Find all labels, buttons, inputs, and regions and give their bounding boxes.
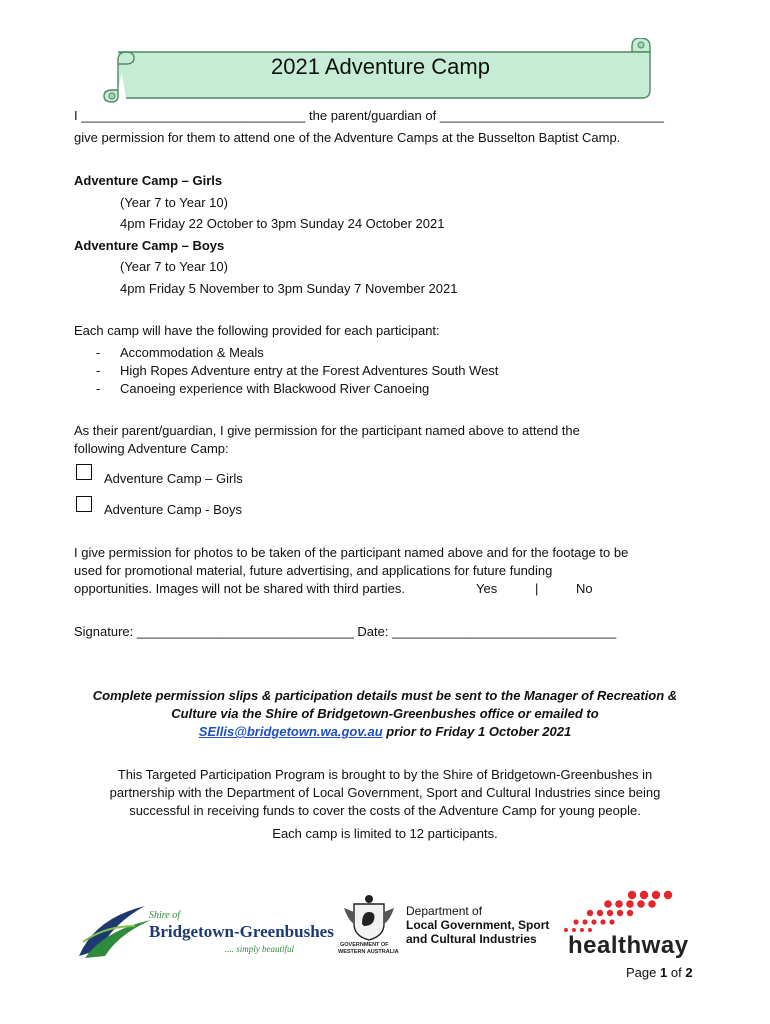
shire-name: Bridgetown-Greenbushes [149, 922, 334, 941]
date-field[interactable]: _______________________________ [392, 624, 617, 639]
healthway-dot [607, 910, 613, 916]
signature-row [74, 624, 616, 639]
contact-email-link[interactable]: SEllis@bridgetown.wa.gov.au [198, 724, 383, 739]
healthway-dot [640, 891, 648, 899]
photos-line-3: opportunities. Images will not be shared with third parties. [74, 581, 405, 596]
page-number [626, 965, 693, 980]
list-bullet: - [96, 381, 101, 396]
program-line-1: This Targeted Participation Program is brought to by the Shire of Bridgetown-Greenbushes in [117, 767, 653, 782]
permission-line-2: following Adventure Camp: [74, 441, 229, 456]
camp-boys-years: (Year 7 to Year 10) [120, 259, 228, 274]
healthway-dot [627, 910, 633, 916]
photos-no-option[interactable]: No [576, 581, 593, 596]
camp-girls-years: (Year 7 to Year 10) [120, 195, 228, 210]
dlgsc-line-2: Local Government, Sport [406, 918, 550, 932]
crest-caption-line-2: WESTERN AUSTRALIA [338, 949, 399, 955]
healthway-dot [597, 910, 603, 916]
closing-deadline: prior to Friday 1 October 2021 [382, 724, 572, 739]
crest-caption-line-1: GOVERNMENT OF [340, 942, 389, 948]
shire-small-text: Shire of [149, 910, 181, 921]
intro-permission-text: give permission for them to attend one of the Adventure Camps at the Busselton Baptist Camp. [74, 130, 621, 145]
wa-government-crest-icon [338, 894, 400, 944]
permission-line-1: As their parent/guardian, I give permission for the participant named above to attend the [74, 423, 580, 438]
page-of: of [670, 965, 682, 980]
shire-swoosh-icon [75, 898, 155, 962]
dlgsc-line-1: Department of [406, 904, 483, 918]
closing-line-2: Culture via the Shire of Bridgetown-Greenbushes office or emailed to [171, 706, 599, 721]
shire-logo [75, 898, 334, 966]
list-item: High Ropes Adventure entry at the Forest Adventures South West [120, 363, 499, 378]
camp-boys-dates: 4pm Friday 5 November to 3pm Sunday 7 November 2021 [120, 281, 458, 296]
provided-heading: Each camp will have the following provided for each participant: [74, 323, 440, 338]
healthway-dot [652, 891, 660, 899]
closing-line-3 [0, 724, 770, 739]
program-line-4: Each camp is limited to 12 participants. [272, 826, 498, 841]
intro-pronoun: I [74, 108, 78, 123]
healthway-dot [587, 910, 593, 916]
intro-participant-blank[interactable]: _______________________________ [439, 108, 664, 123]
date-label: Date: [357, 624, 389, 639]
healthway-dot [582, 919, 587, 924]
dlgsc-logo [338, 894, 553, 964]
intro-name-blank[interactable]: _______________________________ [81, 108, 306, 123]
healthway-dot [615, 900, 623, 908]
healthway-logo [560, 888, 700, 964]
photos-yes-option[interactable]: Yes [476, 581, 498, 596]
camp-girls-title: Adventure Camp – Girls [74, 173, 223, 188]
photos-line-2: used for promotional material, future advertising, and applications for future funding [74, 563, 553, 578]
healthway-dot [591, 919, 596, 924]
intro-relationship-text: the parent/guardian of [309, 108, 437, 123]
camp-girls-dates: 4pm Friday 22 October to 3pm Sunday 24 October 2021 [120, 216, 445, 231]
healthway-dot [648, 900, 656, 908]
option-camp-girls-label: Adventure Camp – Girls [104, 471, 243, 486]
healthway-dot [604, 900, 612, 908]
list-bullet: - [96, 363, 101, 378]
checkbox-camp-girls[interactable] [76, 464, 92, 480]
signature-label: Signature: [74, 624, 134, 639]
program-line-3: successful in receiving funds to cover the costs of the Adventure Camp for young people. [129, 803, 641, 818]
camp-boys-title: Adventure Camp – Boys [74, 238, 225, 253]
list-item: Canoeing experience with Blackwood River Canoeing [120, 381, 430, 396]
page-current: 1 [660, 965, 668, 980]
option-camp-boys-label: Adventure Camp - Boys [104, 502, 243, 517]
list-item: Accommodation & Meals [120, 345, 264, 360]
healthway-dot [573, 919, 578, 924]
signature-field[interactable]: ______________________________ [136, 624, 354, 639]
checkbox-camp-boys[interactable] [76, 496, 92, 512]
photos-line-1: I give permission for photos to be taken of the participant named above and for the footage to be [74, 545, 629, 560]
photos-separator: | [535, 581, 539, 596]
healthway-dot [626, 900, 634, 908]
page-total: 2 [685, 965, 693, 980]
healthway-dot [609, 919, 614, 924]
dlgsc-line-3: and Cultural Industries [406, 932, 537, 946]
healthway-wordmark: healthway [568, 932, 689, 959]
program-line-2: partnership with the Department of Local Government, Sport and Cultural Industries since being [109, 785, 661, 800]
shire-tagline: .... simply beautiful [225, 944, 294, 954]
page-label: Page [626, 965, 657, 980]
page-title: 2021 Adventure Camp [271, 54, 490, 79]
healthway-dot [628, 891, 636, 899]
closing-line-1: Complete permission slips & participation details must be sent to the Manager of Recreation & [92, 688, 678, 703]
healthway-dot [637, 900, 645, 908]
list-bullet: - [96, 345, 101, 360]
intro-line [74, 108, 664, 123]
healthway-dots-icon [560, 888, 700, 938]
healthway-dot [600, 919, 605, 924]
healthway-dot [664, 891, 672, 899]
healthway-dot [617, 910, 623, 916]
